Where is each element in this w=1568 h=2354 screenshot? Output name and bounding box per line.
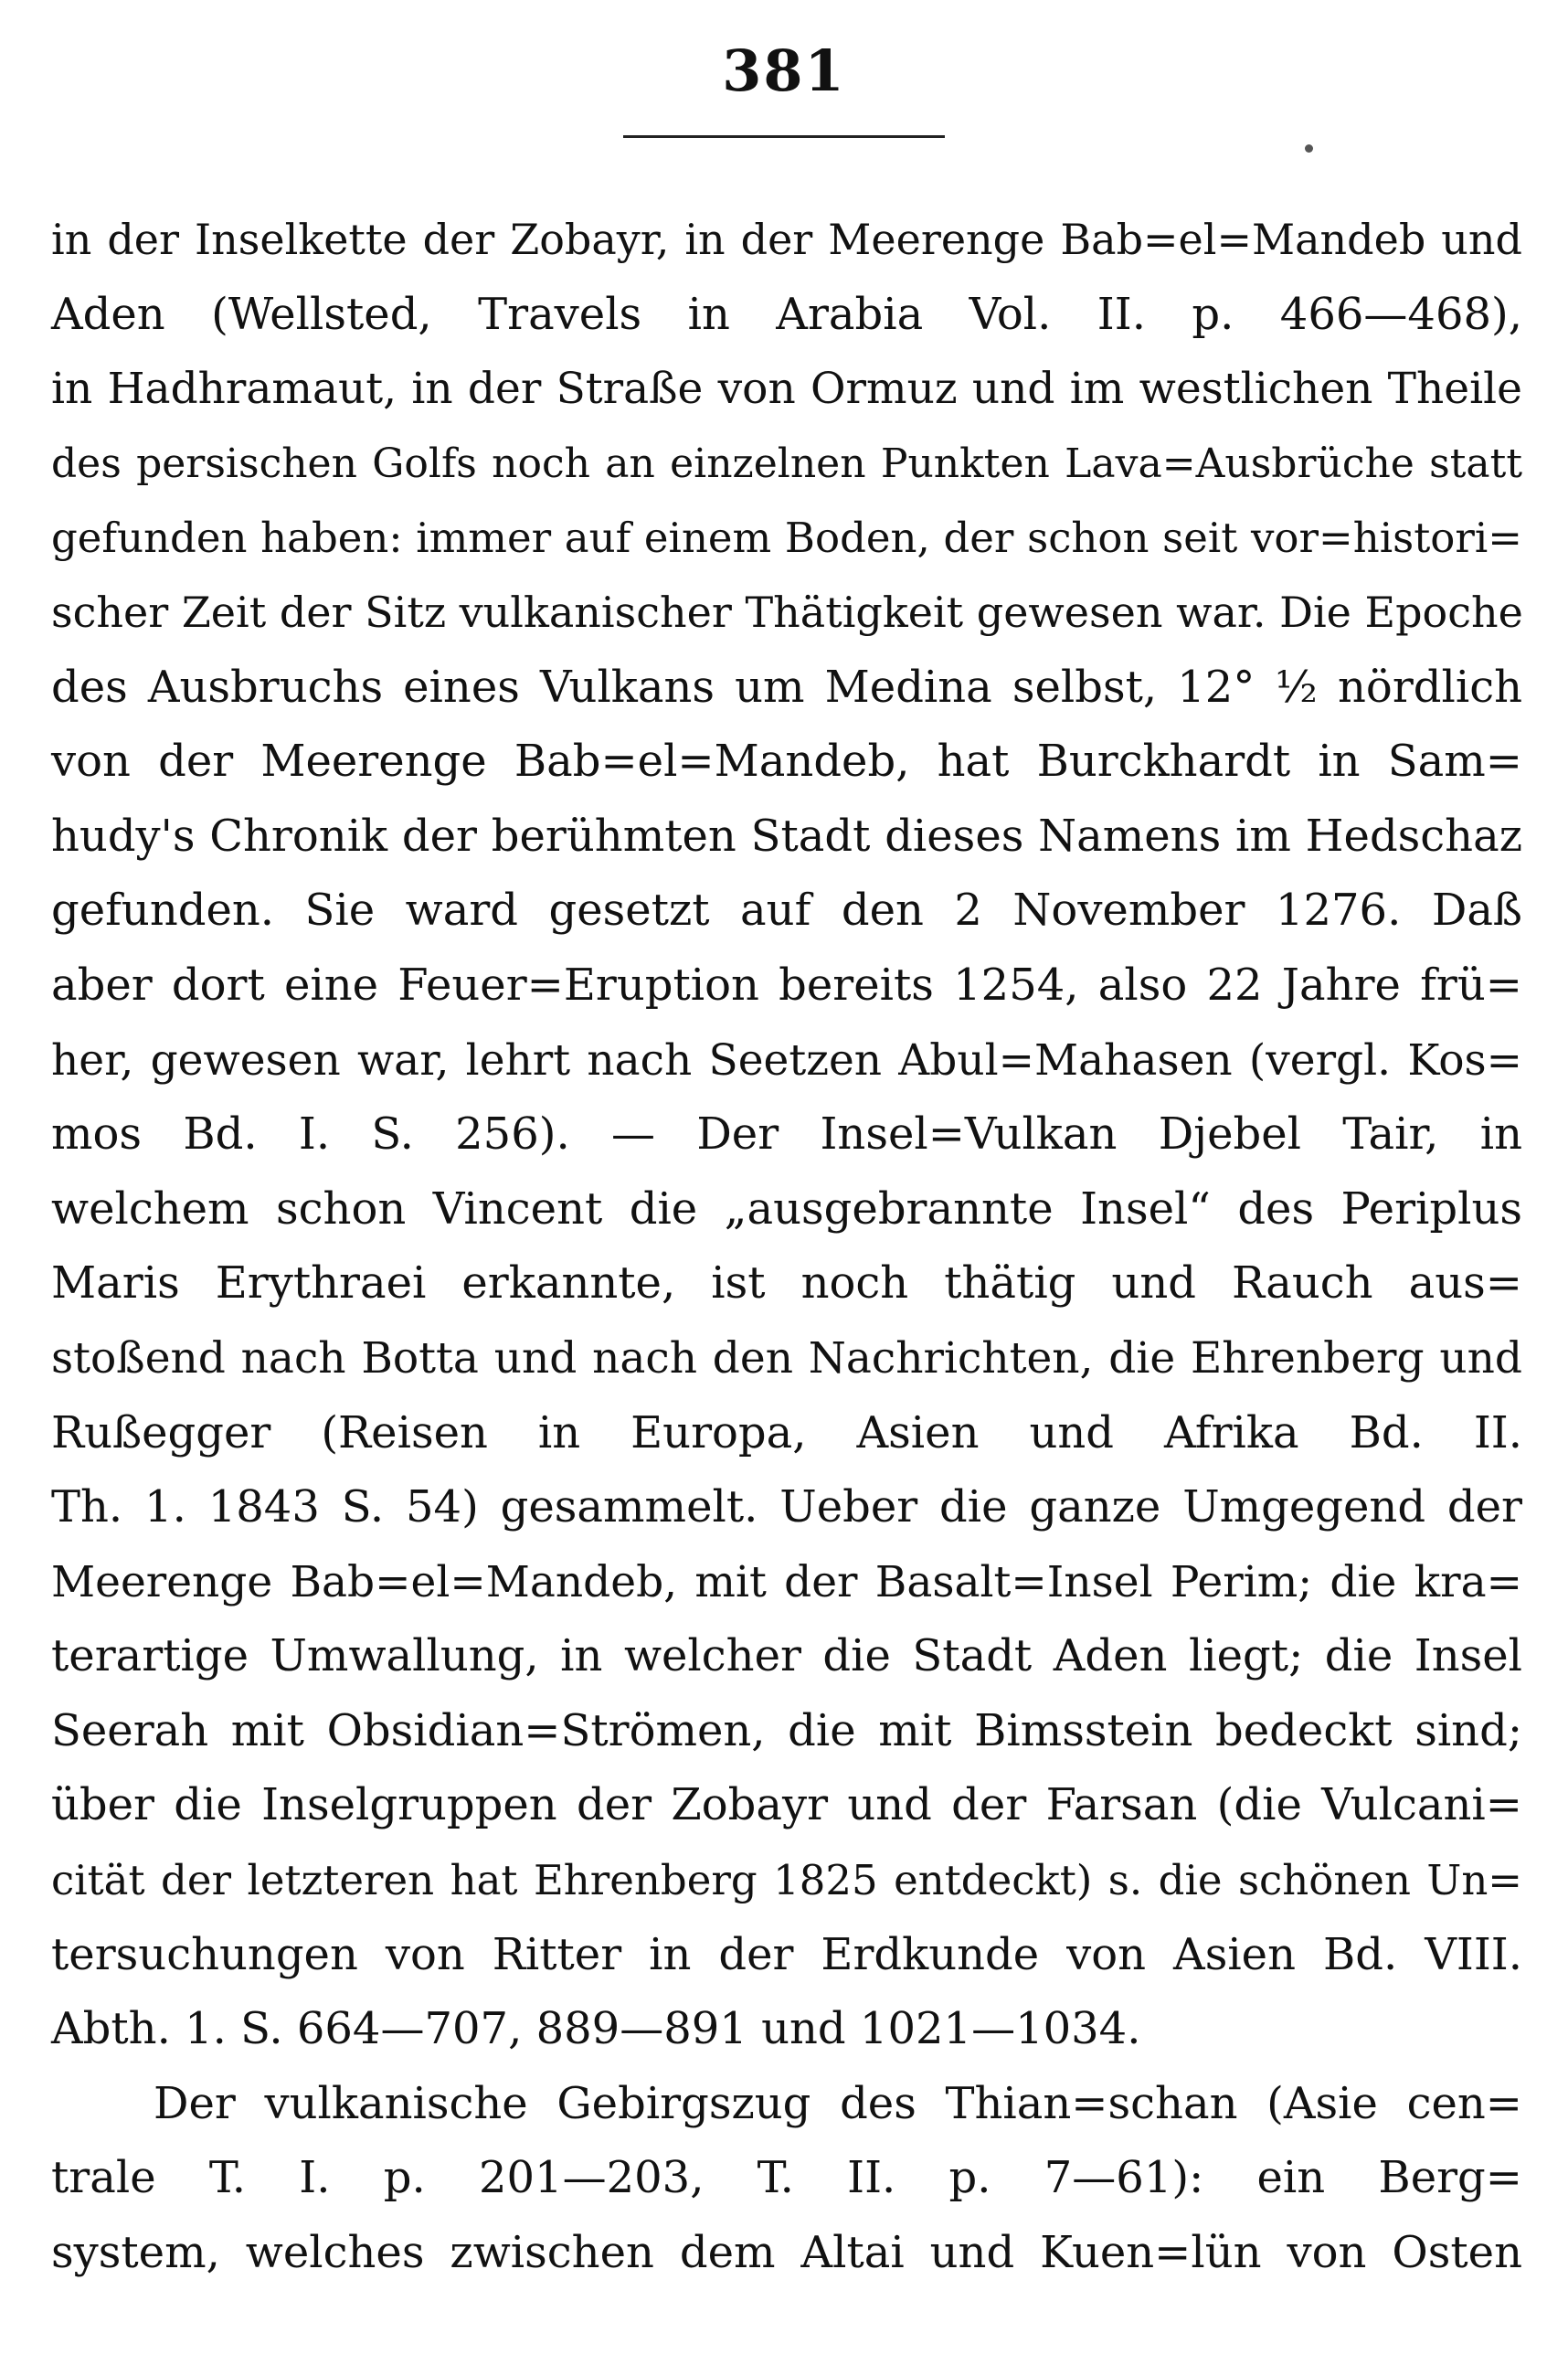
text-line: Rußegger (Reisen in Europa, Asien und Afrika Bd. II.	[51, 1406, 1522, 1458]
text-line: system, welches zwischen dem Altai und Kuen=lün von Osten	[51, 2227, 1522, 2279]
text-line: in Hadhramaut, in der Straße von Ormuz und im westlichen Theile	[51, 364, 1522, 415]
text-line: Seerah mit Obsidian=Strömen, die mit Bimsstein bedeckt sind;	[51, 1704, 1522, 1756]
page-number: 381	[722, 37, 846, 104]
text-line: hudy's Chronik der berühmten Stadt dieses Namens im Hedschaz	[51, 810, 1522, 862]
text-line: von der Meerenge Bab=el=Mandeb, hat Burckhardt in Sam=	[51, 736, 1522, 788]
text-line: Meerenge Bab=el=Mandeb, mit der Basalt=Insel Perim; die kra=	[51, 1556, 1522, 1607]
text-line: Th. 1. 1843 S. 54) gesammelt. Ueber die ganze Umgegend der	[51, 1481, 1522, 1533]
paragraph-start-line: Der vulkanische Gebirgszug des Thian=schan (Asie cen=	[154, 2077, 1522, 2129]
text-line: über die Inselgruppen der Zobayr und der Farsan (die Vulcani=	[51, 1779, 1522, 1831]
text-line: cität der letzteren hat Ehrenberg 1825 entdeckt) s. die schönen Un=	[51, 1856, 1522, 1905]
text-line: Aden (Wellsted, Travels in Arabia Vol. II. p. 466—468),	[51, 288, 1522, 340]
text-line: terartige Umwallung, in welcher die Stadt Aden liegt; die Insel	[51, 1630, 1522, 1682]
text-line: trale T. I. p. 201—203, T. II. p. 7—61): ein Berg=	[51, 2152, 1522, 2204]
text-line: welchem schon Vincent die „ausgebrannte Insel“ des Periplus	[51, 1182, 1522, 1235]
text-line: her, gewesen war, lehrt nach Seetzen Abul=Mahasen (vergl. Kos=	[51, 1034, 1522, 1086]
body-text	[51, 203, 1522, 2291]
text-line: in der Inselkette der Zobayr, in der Meerenge Bab=el=Mandeb und	[51, 215, 1522, 264]
text-line: des Ausbruchs eines Vulkans um Medina selbst, 12° ½ nördlich	[51, 661, 1522, 713]
ink-speck	[1305, 144, 1313, 153]
text-line: Abth. 1. S. 664—707, 889—891 und 1021—1034.	[51, 2003, 1141, 2055]
text-line: gefunden. Sie ward gesetzt auf den 2 November 1276. Daß	[51, 885, 1522, 937]
text-line: Maris Erythraei erkannte, ist noch thätig und Rauch aus=	[51, 1257, 1522, 1310]
text-line: stoßend nach Botta und nach den Nachrichten, die Ehrenberg und	[51, 1332, 1522, 1384]
text-line: scher Zeit der Sitz vulkanischer Thätigkeit gewesen war. Die Epoche	[51, 587, 1523, 637]
text-line: gefunden haben: immer auf einem Boden, der schon seit vor=histori=	[51, 514, 1522, 563]
text-line: tersuchungen von Ritter in der Erdkunde von Asien Bd. VIII.	[51, 1928, 1522, 1980]
text-line: mos Bd. I. S. 256). — Der Insel=Vulkan Djebel Tair, in	[51, 1108, 1522, 1161]
text-line: des persischen Golfs noch an einzelnen Punkten Lava=Ausbrüche statt	[51, 440, 1522, 487]
header-rule	[623, 135, 945, 138]
text-line: aber dort eine Feuer=Eruption bereits 1254, also 22 Jahre frü=	[51, 959, 1522, 1011]
